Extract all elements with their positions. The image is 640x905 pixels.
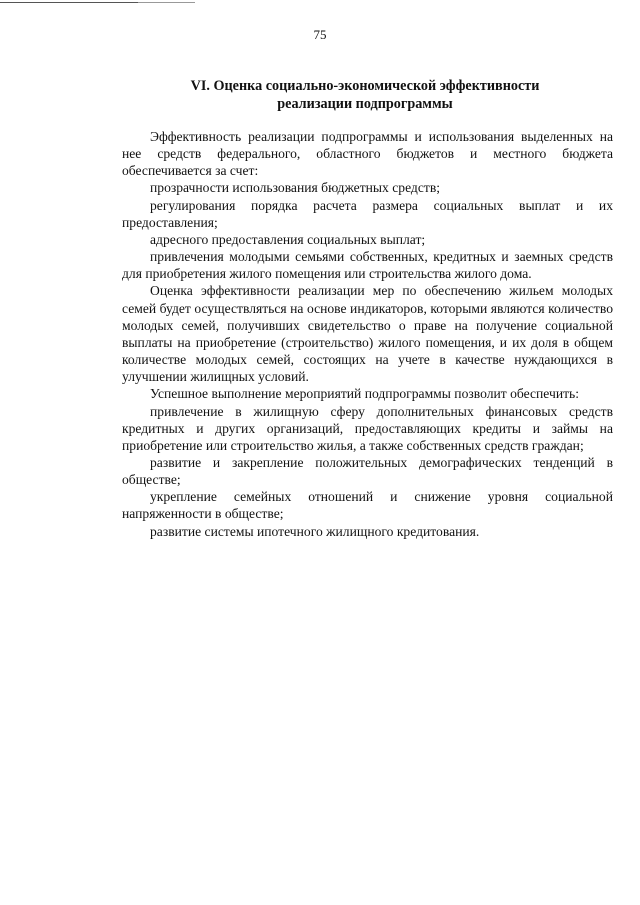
paragraph: укрепление семейных отношений и снижение уровня социальной напряженности в обществе;	[122, 489, 613, 522]
section-title	[100, 78, 630, 113]
body-text	[122, 128, 613, 540]
page-number: 75	[313, 27, 327, 42]
paragraph: привлечения молодыми семьями собственных, кредитных и заемных средств для приобретения жилого помещения или строительства жилого дома.	[122, 249, 613, 282]
paragraph: Успешное выполнение мероприятий подпрограммы позволит обеспечить:	[150, 386, 580, 402]
paragraph: прозрачности использования бюджетных средств;	[150, 180, 441, 196]
paragraph: развитие системы ипотечного жилищного кредитования.	[150, 523, 480, 539]
paragraph: регулирования порядка расчета размера социальных выплат и их предоставления;	[122, 197, 613, 230]
paragraph: развитие и закрепление положительных демографических тенденций в обществе;	[122, 454, 613, 488]
paragraph: Эффективность реализации подпрограммы и использования выделенных на нее средств федерального, областного бюджетов и местного бюджета обеспечивается за счет:	[122, 129, 613, 179]
paragraph: привлечение в жилищную сферу дополнительных финансовых средств кредитных и других организаций, предоставляющих кредиты и займы на приобретение или строительство жилья, а также собственных средств граждан;	[122, 403, 613, 453]
paragraph: адресного предоставления социальных выплат;	[150, 231, 426, 247]
section-title-line-1: VI. Оценка социально-экономической эффективности	[190, 78, 540, 94]
section-title-line-2: реализации подпрограммы	[277, 95, 453, 112]
top-edge-rule	[0, 2, 195, 3]
paragraph: Оценка эффективности реализации мер по обеспечению жильем молодых семей будет осуществляться на основе индикаторов, которыми являются количество молодых семей, получивших свидетельство о праве на получение социальной выплаты на приобретение (строительство) жилого помещения, и их доля в общем количестве молодых семей, состоящих на учете в качестве нуждающихся в улучшении жилищных условий.	[122, 283, 613, 385]
